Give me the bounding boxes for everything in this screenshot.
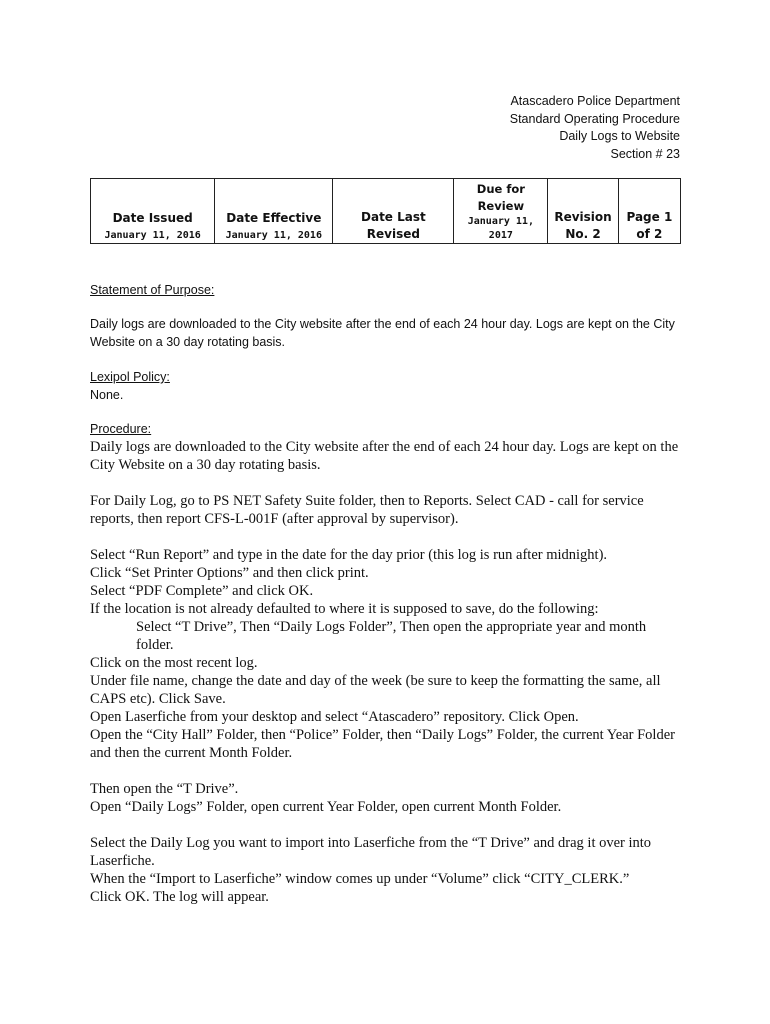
procedure-step-6: Under file name, change the date and day of the week (be sure to keep the formatting the same, all CAPS etc). Click Save.: [90, 673, 661, 707]
document-type: Standard Operating Procedure: [509, 111, 680, 126]
procedure-para-3b: Open “Daily Logs” Folder, open current Year Folder, open current Month Folder.: [90, 799, 562, 815]
revision-number: No. 2: [565, 227, 601, 241]
procedure-step-4: If the location is not already defaulted to where it is supposed to save, do the following:: [90, 601, 599, 617]
date-issued-label: Date Issued: [112, 211, 193, 225]
purpose-section: [90, 282, 685, 300]
due-for-review-label: Due for: [476, 182, 525, 196]
procedure-heading-block: [90, 421, 685, 439]
date-last-revised-label: Date Last: [361, 210, 426, 224]
department-name: Atascadero Police Department: [510, 94, 680, 108]
page-cell: [618, 179, 680, 244]
date-issued-value: January 11, 2016: [104, 230, 201, 241]
procedure-step-7: Open Laserfiche from your desktop and select “Atascadero” repository. Click Open.: [90, 709, 579, 725]
policy-heading: Lexipol Policy:: [90, 370, 170, 384]
date-effective-label: Date Effective: [226, 211, 322, 225]
document-title: Daily Logs to Website: [559, 129, 680, 143]
date-last-revised-cell: [333, 179, 454, 244]
procedure-para-4a: Select the Daily Log you want to import into Laserfiche from the “T Drive” and drag it over into Laserfiche.: [90, 835, 652, 869]
page-count-label: of 2: [636, 227, 663, 241]
due-for-review-value-2: 2017: [488, 230, 513, 241]
revision-cell: [548, 179, 619, 244]
procedure-heading: Procedure:: [90, 422, 152, 436]
due-for-review-cell: [454, 179, 548, 244]
procedure-para-4c: Click OK. The log will appear.: [90, 889, 269, 905]
procedure-body: [90, 438, 685, 906]
procedure-para-2: For Daily Log, go to PS NET Safety Suite folder, then to Reports. Select CAD - call for service reports, then report CFS-L-001F (after approval by supervisor).: [90, 493, 644, 527]
procedure-step-5: Click on the most recent log.: [90, 655, 258, 671]
info-row: [91, 179, 681, 244]
document-info-table: [90, 178, 681, 244]
procedure-step-4-sub: Select “T Drive”, Then “Daily Logs Folder”, Then open the appropriate year and month folder.: [136, 619, 647, 653]
purpose-heading: Statement of Purpose:: [90, 283, 215, 297]
date-last-revised-label-2: Revised: [366, 227, 420, 241]
procedure-para-3a: Then open the “T Drive”.: [90, 781, 239, 797]
procedure-step-8: Open the “City Hall” Folder, then “Police” Folder, then “Daily Logs” Folder, the current Year Folder and then the current Month Folder.: [90, 727, 675, 761]
document-header: [510, 93, 680, 163]
procedure-para-4b: When the “Import to Laserfiche” window comes up under “Volume” click “CITY_CLERK.”: [90, 871, 630, 887]
procedure-para-1: Daily logs are downloaded to the City website after the end of each 24 hour day. Logs are kept on the City Website on a 30 day rotating basis.: [90, 439, 679, 473]
procedure-step-2: Click “Set Printer Options” and then click print.: [90, 565, 369, 581]
section-number: Section # 23: [610, 146, 680, 161]
policy-section: [90, 369, 685, 404]
procedure-step-1: Select “Run Report” and type in the date for the day prior (this log is run after midnight).: [90, 547, 608, 563]
policy-text: None.: [90, 387, 124, 402]
due-for-review-label-2: Review: [477, 199, 525, 213]
date-issued-cell: [91, 179, 215, 244]
purpose-body: [90, 316, 685, 351]
date-effective-cell: [215, 179, 333, 244]
procedure-step-3: Select “PDF Complete” and click OK.: [90, 583, 314, 599]
due-for-review-value: January 11,: [467, 216, 534, 227]
date-effective-value: January 11, 2016: [225, 230, 322, 241]
purpose-text: Daily logs are downloaded to the City website after the end of each 24 hour day. Logs are kept on the City Website on a 30 day rotating basis.: [90, 317, 675, 349]
page-number-label: Page 1: [626, 210, 673, 224]
revision-label: Revision: [554, 210, 612, 224]
